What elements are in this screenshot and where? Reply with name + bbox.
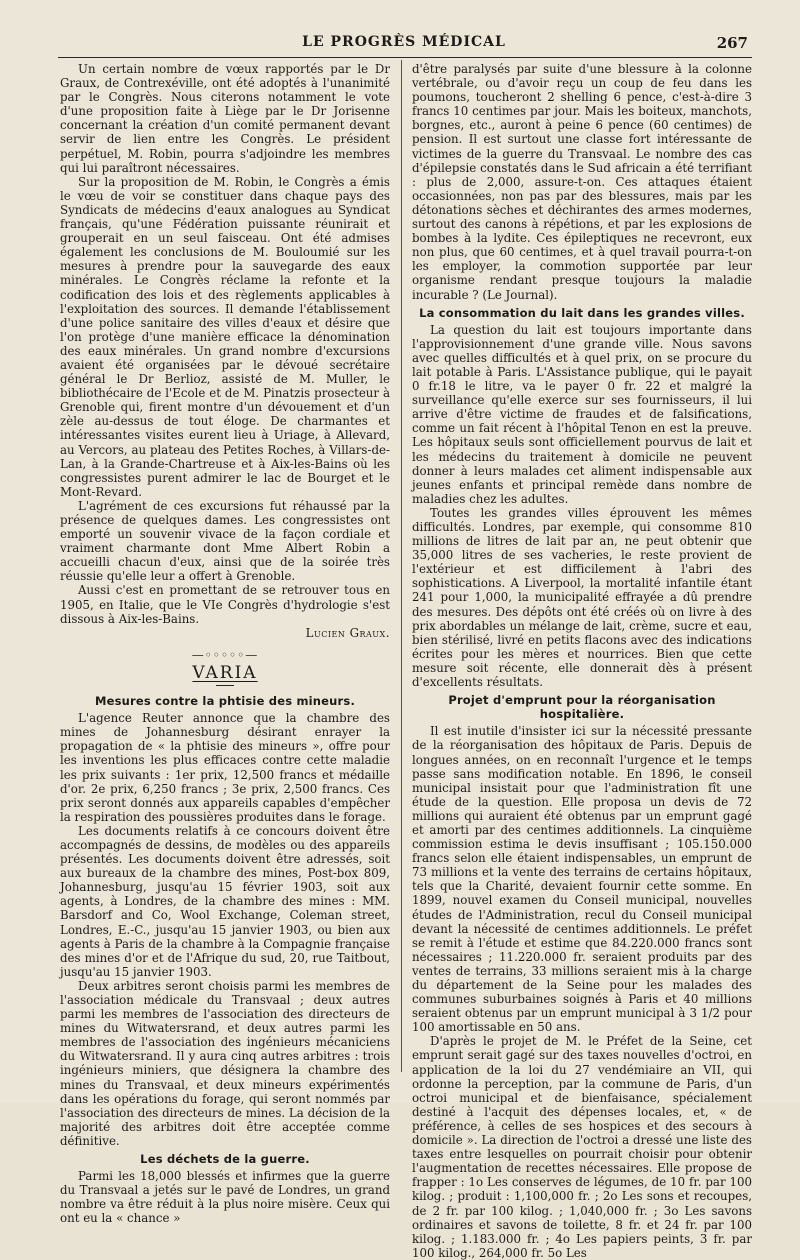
congress-paragraph-2: Sur la proposition de M. Robin, le Congrès a émis le vœu de voir se constituer dans chaque pays des Syndicats de médecins d'eaux analogues au Syndicat français, qu'une Fédération puissante réunirait et grouperait en un seul faisceau. Ont été admises également les conclusions de M. Bouloumié sur les mesures à prendre pour la sauvegarde des eaux minérales. Le Congrès réclame la refonte et la codification des lois et des règlements applicables à l'exploitation des sources. Il demande l'établissement d'une police sanitaire des villes d'eaux et désire que l'on protège d'une manière efficace la dénomination des eaux minérales. Un grand nombre d'excursions avaient été organisées par le dévoué secrétaire général le Dr Berlioz, assisté de M. Muller, le bibliothécaire de l'Ecole et de M. Pinatzis prosecteur à Grenoble qui, firent montre d'un dévouement et d'un zèle au-dessus de tout éloge. De charmantes et intéressantes visites eurent lieu à Uriage, à Allevard, au Vercors, au plateau des Petites Roches, à Villars-de-Lan, à la Grande-Chartreuse et à Aix-les-Bains où les congressistes purent admirer le lac de Bourget et le Mont-Revard. bbox=[60, 174, 390, 499]
lait-paragraph-2: Toutes les grandes villes éprouvent les mêmes difficultés. Londres, par exemple, qui consomme 810 millions de litres de lait par an, ne peut obtenir que 35,000 litres de ses vacheries, le reste provient de l'extérieur et est difficilement à l'abri des sophistications. A Liverpool, la mortalité infantile étant 241 pour 1,000, la municipalité effrayée a dû prendre des mesures. Des dépôts ont été créés où on livre à des prix abordables un mélange de lait, crème, sucre et eau, bien stérilisé, livré en petits flacons avec des indications écrites pour les mères et nourrices. Bien que cette mesure soit récente, elle donnerait dès à présent d'excellents résultats. bbox=[412, 505, 752, 690]
author-signature: Lucien Graux. bbox=[305, 625, 390, 640]
page-number: 267 bbox=[716, 34, 748, 52]
dechets-paragraph-continued: d'être paralysés par suite d'une blessure à la colonne vertébrale, ou d'avoir reçu un coup de feu dans les poumons, toucheront 2 shelling 6 pence, c'est-à-dire 3 francs 10 centimes par jour. Mais les boiteux, manchots, borgnes, etc., auront à peine 6 pence (60 centimes) de pension. Il est surtout une classe fort intéressante de victimes de la guerre du Transvaal. Le nombre des cas d'épilepsie constatés dans le Sud africain a été terrifiant : plus de 2,000, assure-t-on. Ces attaques étaient occasionnées, non pas par des blessures, mais par les détonations sèches et déchirantes des armes modernes, surtout des canons à répétions, et par les explosions de bombes à la lydite. Ces épileptiques ne recevront, eux non plus, que 60 centimes, et à quel travail pourra-t-on les employer, la commotion supportée par leur organisme rendant presque toujours la maladie incurable ? (Le Journal). bbox=[412, 62, 752, 302]
congress-paragraph-4: Aussi c'est en promettant de se retrouver tous en 1905, en Italie, que le VIe Congrès d'hydrologie s'est dissous à Aix-les-Bains. bbox=[60, 583, 390, 626]
subheading-phtisie: Mesures contre la phtisie des mineurs. bbox=[94, 694, 356, 709]
column-divider bbox=[401, 60, 402, 1072]
subheading-lait: La consommation du lait dans les grandes villes. bbox=[419, 305, 745, 320]
dechets-paragraph-1: Parmi les 18,000 blessés et infirmes que la guerre du Transvaal a jetés sur le pavé de Londres, un grand nombre va être réduit à la plus noire misère. Ceux qui ont eu la « chance » bbox=[60, 1169, 390, 1226]
congress-paragraph-3: L'agrément de ces excursions fut réhaussé par la présence de quelques dames. Les congressistes ont emporté un souvenir vivace de la façon cordiale et vraiment charmante dont Mme Albert Robin a accueilli chacun d'eux, ainsi que de la soirée très réussie qu'elle leur a offert à Grenoble. bbox=[60, 498, 390, 584]
section-ornament: —◦◦◦◦◦— bbox=[191, 647, 259, 662]
congress-paragraph-1: Un certain nombre de vœux rapportés par le Dr Graux, de Contrexéville, ont été adoptés à l'unanimité par le Congrès. Nous citerons notamment le vote d'une proposition faite à Liège par le Dr Jorisenne concernant la création d'un comité permanent devant servir de lien entre les Congrès. Le président perpétuel, M. Robin, pourra s'adjoindre les membres qui lui paraîtront nécessaires. bbox=[60, 62, 390, 175]
subheading-dechets: Les déchets de la guerre. bbox=[140, 1152, 310, 1167]
header-rule bbox=[58, 57, 752, 58]
phtisie-paragraph-3: Deux arbitres seront choisis parmi les membres de l'association médicale du Transvaal ; deux autres parmi les membres de l'association des directeurs de mines du Witwatersrand, et deux autres parmi les membres de l'association des ingénieurs mécaniciens du Witwatersrand. Il y aura cinq autres arbitres : trois ingénieurs miniers, que désignera la chambre des mines du Transvaal, et deux mineurs expérimentés dans les opérations du forage, qui seront nommés par l'association des directeurs de mines. La décision de la majorité des arbitres doit être acceptée comme définitive. bbox=[60, 978, 390, 1148]
right-column bbox=[412, 62, 752, 1260]
emprunt-paragraph-1: Il est inutile d'insister ici sur la nécessité pressante de la réorganisation des hôpitaux de Paris. Depuis de longues années, on en reconnaît l'urgence et le temps passe sans modification notable. En 1896, le conseil municipal insistait pour que l'administration fît une étude de la question. Elle proposa un devis de 72 millions qui auraient été obtenus par un emprunt gagé et amorti par des centimes additionnels. La cinquième commission estima le devis insuffisant ; 105.150.000 francs selon elle étaient indispensables, un emprunt de 73 millions et la vente des terrains de certains hôpitaux, tels que la Charité, devaient fournir cette somme. En 1899, nouvel examen du Conseil municipal, nouvelles études de l'Administration, recul du Conseil municipal devant la nécessité de centimes additionnels. Le préfet se remit à l'étude et estime que 84.220.000 francs sont nécessaires ; 11.220.000 fr. seraient produits par des ventes de terrains, 33 millions seraient mis à la charge du département de la Seine pour les malades des communes suburbaines soignés à Paris et 40 millions seraient obtenus par un emprunt municipal à 3 1/2 pour 100 amortissable en 50 ans. bbox=[412, 724, 752, 1035]
phtisie-paragraph-2: Les documents relatifs à ce concours doivent être accompagnés de dessins, de modèles ou des appareils présentés. Les documents doivent être adressés, soit aux bureaux de la chambre des mines, Post-box 809, Johannesburg, jusqu'au 15 février 1903, soit aux agents, à Londres, de la chambre des mines : MM. Barsdorf and Co, Wool Exchange, Coleman street, Londres, E.-C., jusqu'au 15 janvier 1903, ou bien aux agents à Paris de la chambre à la Compagnie française des mines d'or et de l'Afrique du sud, 20, rue Taitbout, jusqu'au 15 janvier 1903. bbox=[60, 823, 390, 979]
journal-title: LE PROGRÈS MÉDICAL bbox=[302, 34, 506, 50]
left-column bbox=[60, 62, 390, 1226]
emprunt-paragraph-2: D'après le projet de M. le Préfet de la Seine, cet emprunt serait gagé sur des taxes nouvelles d'octroi, en application de la loi du 27 vendémiaire an VII, qui ordonne la perception, par la commune de Paris, d'un octroi municipal et de bienfaisance, spécialement destiné à l'acquit des dépenses locales, et, « de préférence, à celles de ses hospices et des secours à domicile ». La direction de l'octroi a dressé une liste des taxes entre lesquelles on pourrait choisir pour obtenir l'augmentation de recettes nécessaires. Elle propose de frapper : 1o Les conserves de légumes, de 10 fr. par 100 kilog. ; produit : 1,100,000 fr. ; 2o Les sons et recoupes, de 2 fr. par 100 kilog. ; 1,040,000 fr. ; 3o Les savons ordinaires et savons de toilette, 8 fr. et 24 fr. par 100 kilog. ; 1.183.000 fr. ; 4o Les papiers peints, 3 fr. par 100 kilog., 264,000 fr. 5o Les bbox=[412, 1034, 752, 1260]
lait-paragraph-1: La question du lait est toujours importante dans l'approvisionnement d'une grande ville. Nous savons avec quelles difficultés et à quel prix, on se procure du lait potable à Paris. L'Assistance publique, qui le payait 0 fr.18 le litre, va le payer 0 fr. 22 et malgré la surveillance qu'elle exerce sur ses fournisseurs, il lui arrive d'être victime de fraudes et de falsifications, comme un fait récent à l'hôpital Tenon en est la preuve. Les hôpitaux seuls sont officiellement pourvus de lait et les médecins du traitement à domicile ne peuvent donner à leurs malades cet aliment indispensable aux jeunes enfants et principal remède dans nombre de maladies chez les adultes. bbox=[412, 322, 752, 506]
section-title-varia: VARIA bbox=[192, 662, 258, 683]
running-head bbox=[60, 34, 748, 52]
phtisie-paragraph-1: L'agence Reuter annonce que la chambre des mines de Johannesburg désirant enrayer la propagation de « la phtisie des mineurs », offre pour les inventions les plus efficaces contre cette maladie les prix suivants : 1er prix, 12,500 francs et médaille d'or. 2e prix, 6,250 francs ; 3e prix, 2,500 francs. Ces prix seront donnés aux appareils capables d'empêcher la respiration des poussières produites dans le forage. bbox=[60, 711, 390, 824]
subheading-emprunt: Projet d'emprunt pour la réorganisation hospitalière. bbox=[448, 693, 716, 722]
section-title-rule bbox=[216, 685, 234, 686]
